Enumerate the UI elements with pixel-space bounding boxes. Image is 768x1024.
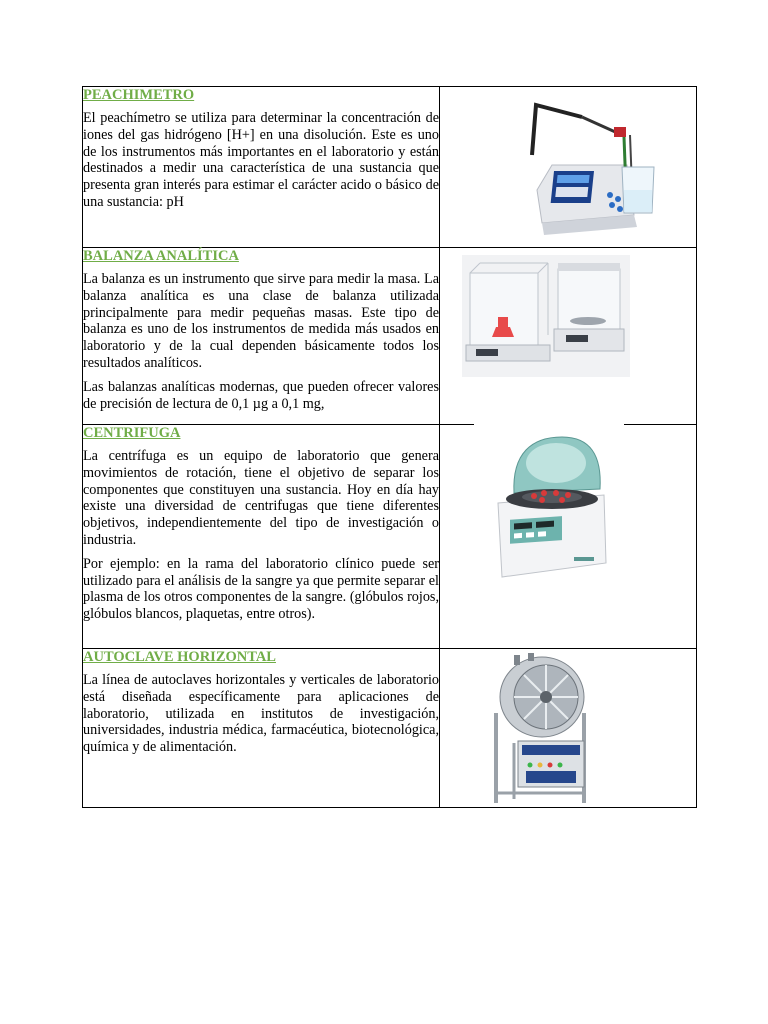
text-cell (83, 248, 440, 425)
analytical-balance-icon (462, 255, 630, 377)
body-paragraph: La línea de autoclaves horizontales y verticales de laboratorio está diseñada específicamente para aplicaciones de laboratorio, utilizada en institutos de investigación, universidades, industria médica, farmacéutica, biotecnológica, química y de alimentación. (83, 672, 439, 756)
image-cell (440, 425, 697, 649)
image-cell (440, 248, 697, 425)
centrifuge-icon (492, 433, 612, 583)
ph-meter-icon (522, 95, 672, 235)
body-paragraph: El peachímetro se utiliza para determinar la concentración de iones del gas hidrógeno [H+] en una disolución. Este es uno de los instrumentos más importantes en el laboratorio y están destinados a medir una característica de una sustancia que presenta gran interés para estimar el carácter acido o básico de una sustancia: pH (83, 110, 439, 210)
table-row (83, 87, 697, 248)
body-paragraph: La centrífuga es un equipo de laboratorio que genera movimientos de rotación, tiene el objetivo de separar los componentes que constituyen una sustancia. Hoy en día hay existe una diversidad de centrifugas que tiene diferentes objetivos, independientemente del tipo de investigación o industria. (83, 448, 439, 548)
section-heading: CENTRIFUGA (83, 425, 181, 441)
autoclave-icon (484, 653, 594, 805)
section-heading: BALANZA ANALÍTICA (83, 248, 239, 264)
body-paragraph: Las balanzas analíticas modernas, que pueden ofrecer valores de precisión de lectura de 0,1 µg a 0,1 mg, (83, 378, 439, 412)
text-cell (83, 425, 440, 649)
section-heading: PEACHIMETRO (83, 87, 195, 103)
image-cell (440, 649, 697, 808)
text-cell (83, 87, 440, 248)
table-row (83, 649, 697, 808)
body-paragraph: La balanza es un instrumento que sirve para medir la masa. La balanza analítica es una clase de balanza utilizada principalmente para medir pequeñas masas. Este tipo de balanza es uno de los instrumentos de medida más usados en laboratorio y de la cual dependen básicamente todos los resultados analíticos. (83, 271, 439, 371)
table-row (83, 425, 697, 649)
instruments-table (82, 86, 697, 808)
text-cell (83, 649, 440, 808)
body-paragraph: Por ejemplo: en la rama del laboratorio clínico puede ser utilizado para el análisis de la sangre ya que permite separar el plasma de los otros componentes de la sangre. (glóbulos rojos, glóbulos blancos, plaquetas, entre otros). (83, 555, 439, 623)
image-cell (440, 87, 697, 248)
table-row (83, 248, 697, 425)
section-heading: AUTOCLAVE HORIZONTAL (83, 649, 276, 665)
